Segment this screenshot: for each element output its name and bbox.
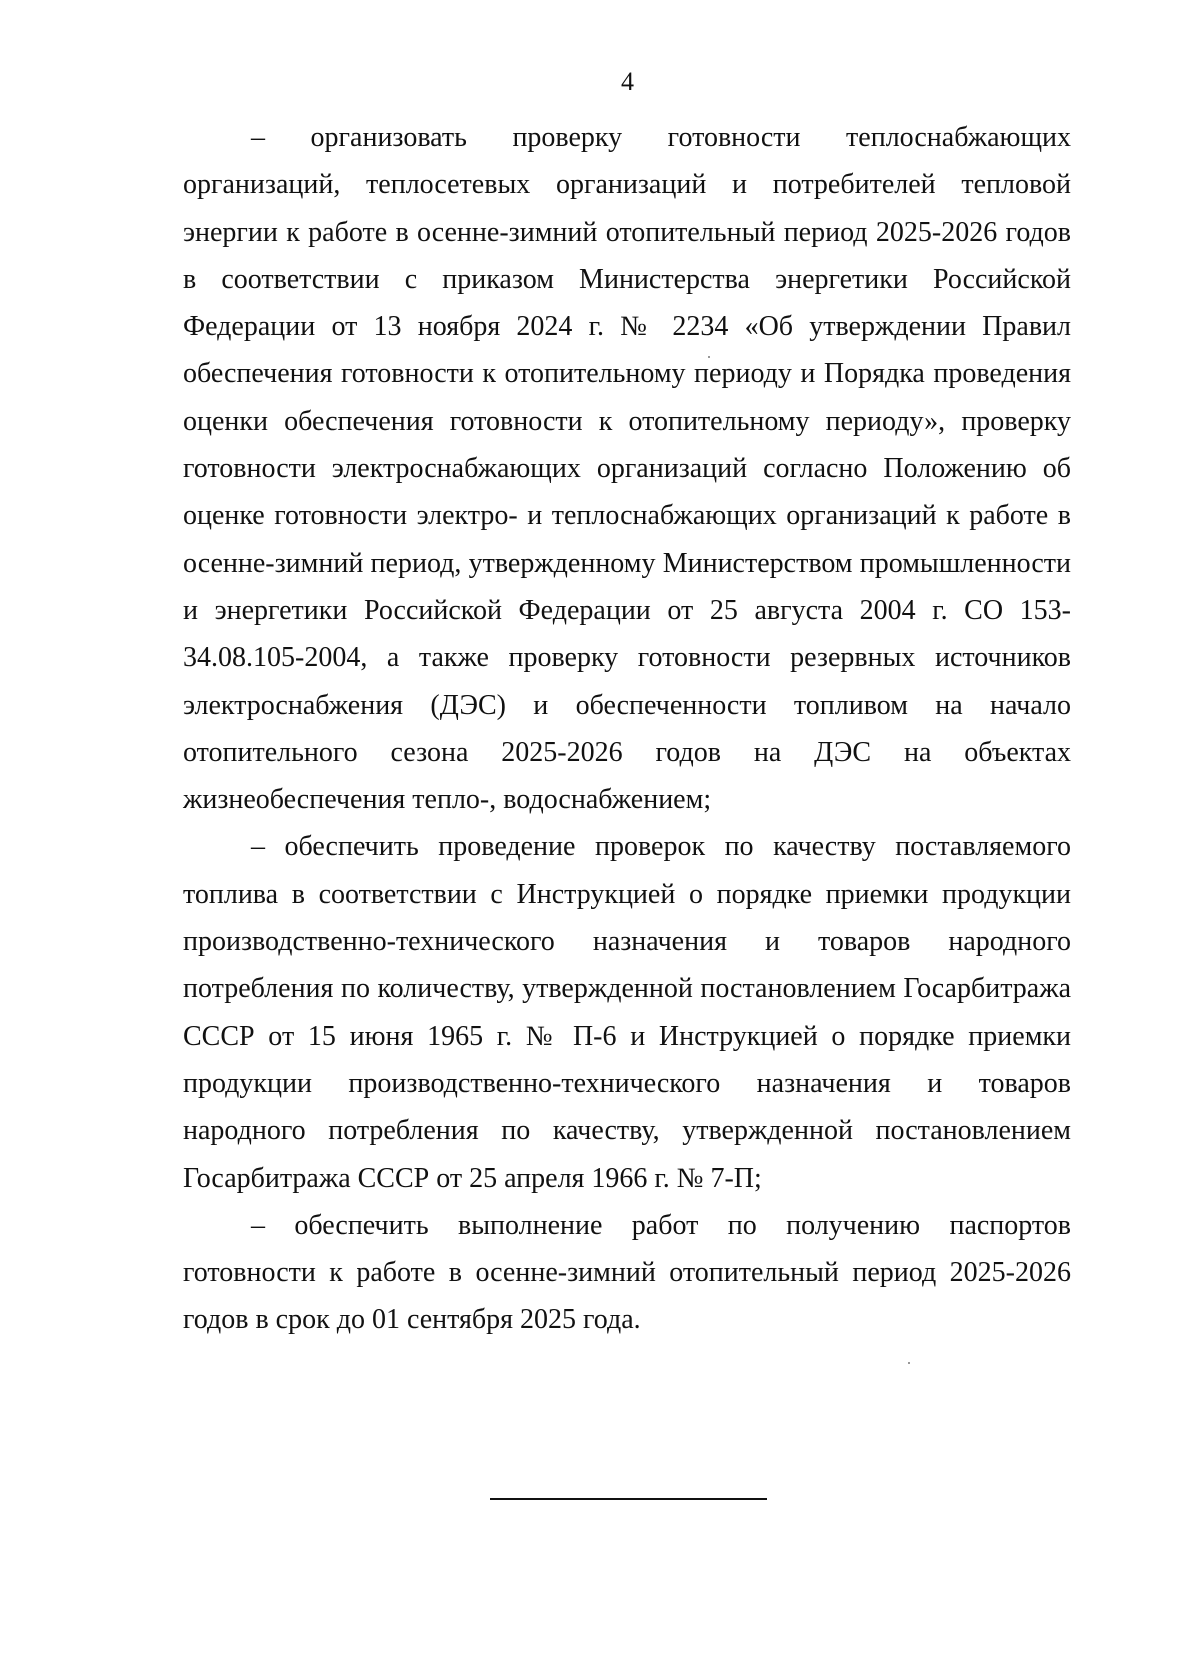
scan-speck [908,1362,910,1364]
paragraph-readiness-passports: – обеспечить выполнение работ по получению паспортов готовности к работе в осенне-зимний отопительный период 2025-2026 годов в срок до 01 сентября 2025 года. [183,1209,1071,1336]
paragraph-heating-readiness-check: – организовать проверку готовности теплоснабжающих организаций, теплосетевых организаций и потребителей тепловой энергии к работе в осенне-зимний отопительный период 2025-2026 годов в соответствии с приказом Министерства энергетики Российской Федерации от 13 ноября 2024 г. № 2234 «Об утверждении Правил обеспечения готовности к отопительному периоду и Порядка проведения оценки обеспечения готовности к отопительному периоду», проверку готовности электроснабжающих организаций согласно Положению об оценке готовности электро- и теплоснабжающих организаций к работе в осенне-зимний период, утвержденному Министерством промышленности и энергетики Российской Федерации от 25 августа 2004 г. СО 153-34.08.105-2004, а также проверку готовности резервных источников электроснабжения (ДЭС) и обеспеченности топливом на начало отопительного сезона 2025-2026 годов на ДЭС на объектах жизнеобеспечения тепло-, водоснабжением; [183,122,1071,816]
end-of-text-divider [490,1498,767,1500]
paragraph-fuel-quality-checks: – обеспечить проведение проверок по качеству поставляемого топлива в соответствии с Инструкцией о порядке приемки продукции производственно-технического назначения и товаров народного потребления по количеству, утвержденной постановлением Госарбитража СССР от 15 июня 1965 г. № П-6 и Инструкцией о порядке приемки продукции производственно-технического назначения и товаров народного потребления по качеству, утвержденной постановлением Госарбитража СССР от 25 апреля 1966 г. № 7-П; [183,831,1071,1194]
document-body [183,114,1071,1344]
scan-speck [708,356,710,358]
page-number: 4 [621,67,634,96]
